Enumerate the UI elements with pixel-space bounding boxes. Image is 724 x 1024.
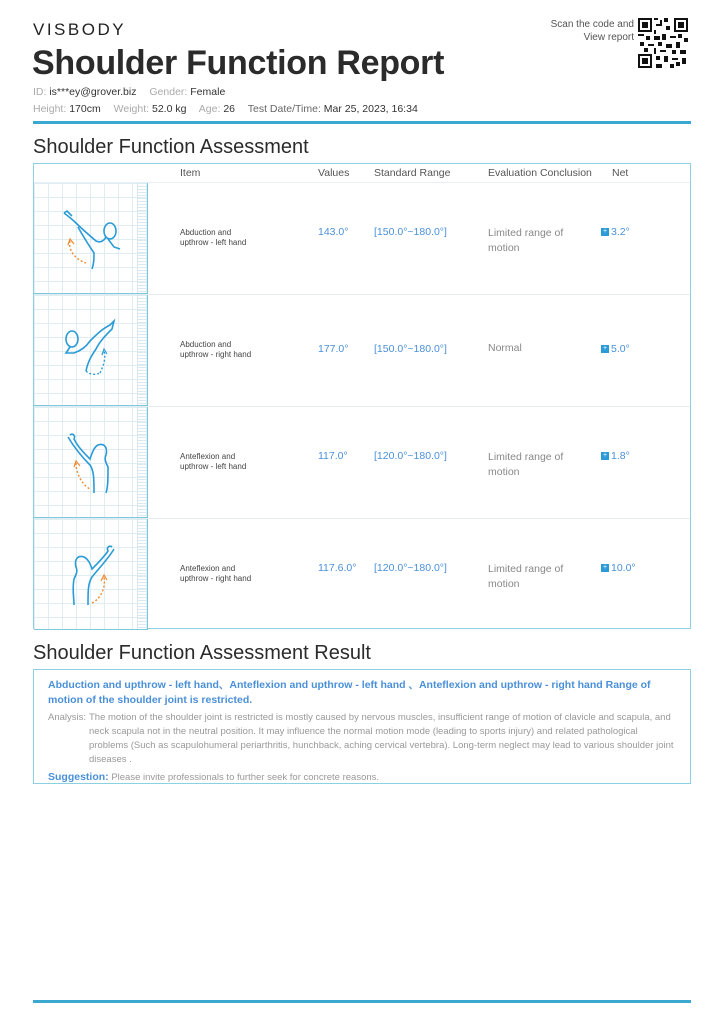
- evaluation-conclusion: Normal: [488, 342, 522, 354]
- scan-line1: Scan the code and: [550, 19, 634, 30]
- measured-value: 177.0°: [318, 343, 349, 355]
- suggestion-text: Please invite professionals to further seek for concrete reasons.: [111, 772, 380, 783]
- item-name: [180, 564, 290, 584]
- abduction-right-hand-icon: [34, 295, 148, 406]
- evaluation-conclusion: Limited range of motion: [488, 451, 564, 478]
- result-headline: Abduction and upthrow - left hand、Anteflexion and upthrow - left hand 、Anteflexion and upthrow - right hand Range of motion of the shoulder joint is restricted.: [48, 679, 651, 706]
- footer-divider: [33, 1000, 691, 1003]
- item-name: [180, 452, 290, 472]
- test-date-label: Test Date/Time:: [247, 103, 321, 115]
- net-value-text: 3.2°: [611, 226, 630, 238]
- standard-range: [120.0°~180.0°]: [374, 450, 447, 462]
- item-name-line2: upthrow - left hand: [180, 462, 247, 471]
- analysis-label: Analysis:: [48, 712, 87, 723]
- item-name-line2: upthrow - right hand: [180, 350, 252, 359]
- measured-value: 143.0°: [318, 226, 349, 238]
- table-row: [34, 295, 690, 407]
- weight-value: 52.0 kg: [151, 103, 187, 115]
- user-info-line2: [33, 103, 428, 115]
- evaluation-conclusion: Limited range of motion: [488, 563, 564, 590]
- analysis-text: The motion of the shoulder joint is restricted is mostly caused by nervous muscles, insufficient range of motion of clavicle and scapula, and neck scapula not in the neutral position. It may influence the normal motion mode (leading to sports injury) and related pathological problems (Such as scapulohumeral periarthritis, hunchback, aching cervical vertebra). Long-term neglect may lead to various shoulder joint diseases .: [89, 712, 674, 765]
- item-name-line2: upthrow - left hand: [180, 238, 247, 247]
- plus-box-icon: +: [602, 564, 608, 571]
- weight-label: Weight:: [113, 103, 150, 115]
- net-value: [601, 226, 630, 238]
- gender-label: Gender:: [149, 86, 188, 98]
- column-header-values: Values: [318, 167, 350, 179]
- brand-logo: VISBODY: [33, 20, 127, 39]
- assessment-title: Shoulder Function Assessment: [33, 136, 309, 158]
- measured-value: 117.0°: [318, 450, 348, 462]
- evaluation-conclusion: Limited range of motion: [488, 227, 564, 254]
- standard-range: [150.0°~180.0°]: [374, 343, 447, 355]
- item-name: [180, 340, 290, 360]
- column-header-item: Item: [180, 167, 201, 179]
- table-row: [34, 183, 690, 295]
- net-value: [601, 343, 630, 355]
- anteflexion-left-hand-icon: [34, 407, 148, 518]
- net-value-text: 5.0°: [611, 343, 630, 355]
- height-value: 170cm: [69, 103, 101, 115]
- table-header: [34, 164, 690, 183]
- figure-anteflexion-right: [34, 519, 148, 630]
- height-label: Height:: [33, 103, 67, 115]
- header-divider: [33, 121, 691, 124]
- gender-value: Female: [190, 86, 226, 98]
- item-name: [180, 228, 290, 248]
- id-value: is***ey@grover.biz: [49, 86, 137, 98]
- plus-box-icon: +: [602, 228, 608, 235]
- column-header-net: Net: [612, 167, 629, 179]
- plus-box-icon: +: [602, 345, 608, 352]
- user-info-line1: [33, 86, 235, 98]
- suggestion-label: Suggestion:: [48, 771, 109, 783]
- abduction-left-hand-icon: [34, 183, 148, 294]
- table-row: [34, 519, 690, 631]
- result-title: Shoulder Function Assessment Result: [33, 642, 371, 664]
- item-name-line1: Abduction and: [180, 340, 232, 349]
- suggestion-block: [48, 771, 676, 783]
- plus-box-icon: +: [602, 452, 608, 459]
- result-box: [33, 669, 691, 784]
- column-header-evaluation: Evaluation Conclusion: [488, 167, 592, 179]
- item-name-line1: Abduction and: [180, 228, 232, 237]
- net-value-text: 10.0°: [611, 562, 636, 574]
- anteflexion-right-hand-icon: [34, 519, 148, 630]
- report-title: Shoulder Function Report: [32, 44, 445, 82]
- net-value: [601, 562, 636, 574]
- measured-value: 117.6.0°: [318, 562, 357, 574]
- figure-anteflexion-left: [34, 407, 148, 518]
- age-value: 26: [223, 103, 235, 115]
- item-name-line1: Anteflexion and: [180, 564, 236, 573]
- standard-range: [150.0°~180.0°]: [374, 226, 447, 238]
- net-value-text: 1.8°: [611, 450, 630, 462]
- item-name-line1: Anteflexion and: [180, 452, 236, 461]
- qr-code-icon[interactable]: [638, 18, 688, 68]
- figure-abduction-left: [34, 183, 148, 294]
- figure-abduction-right: [34, 295, 148, 406]
- column-header-standard-range: Standard Range: [374, 167, 451, 179]
- analysis-block: [48, 711, 676, 767]
- scan-instructions: [551, 18, 634, 44]
- id-label: ID:: [33, 86, 47, 98]
- assessment-table: [33, 163, 691, 629]
- table-row: [34, 407, 690, 519]
- net-value: [601, 450, 630, 462]
- scan-line2: View report: [583, 32, 634, 43]
- standard-range: [120.0°~180.0°]: [374, 562, 447, 574]
- item-name-line2: upthrow - right hand: [180, 574, 252, 583]
- test-date-value: Mar 25, 2023, 16:34: [323, 103, 418, 115]
- age-label: Age:: [198, 103, 221, 115]
